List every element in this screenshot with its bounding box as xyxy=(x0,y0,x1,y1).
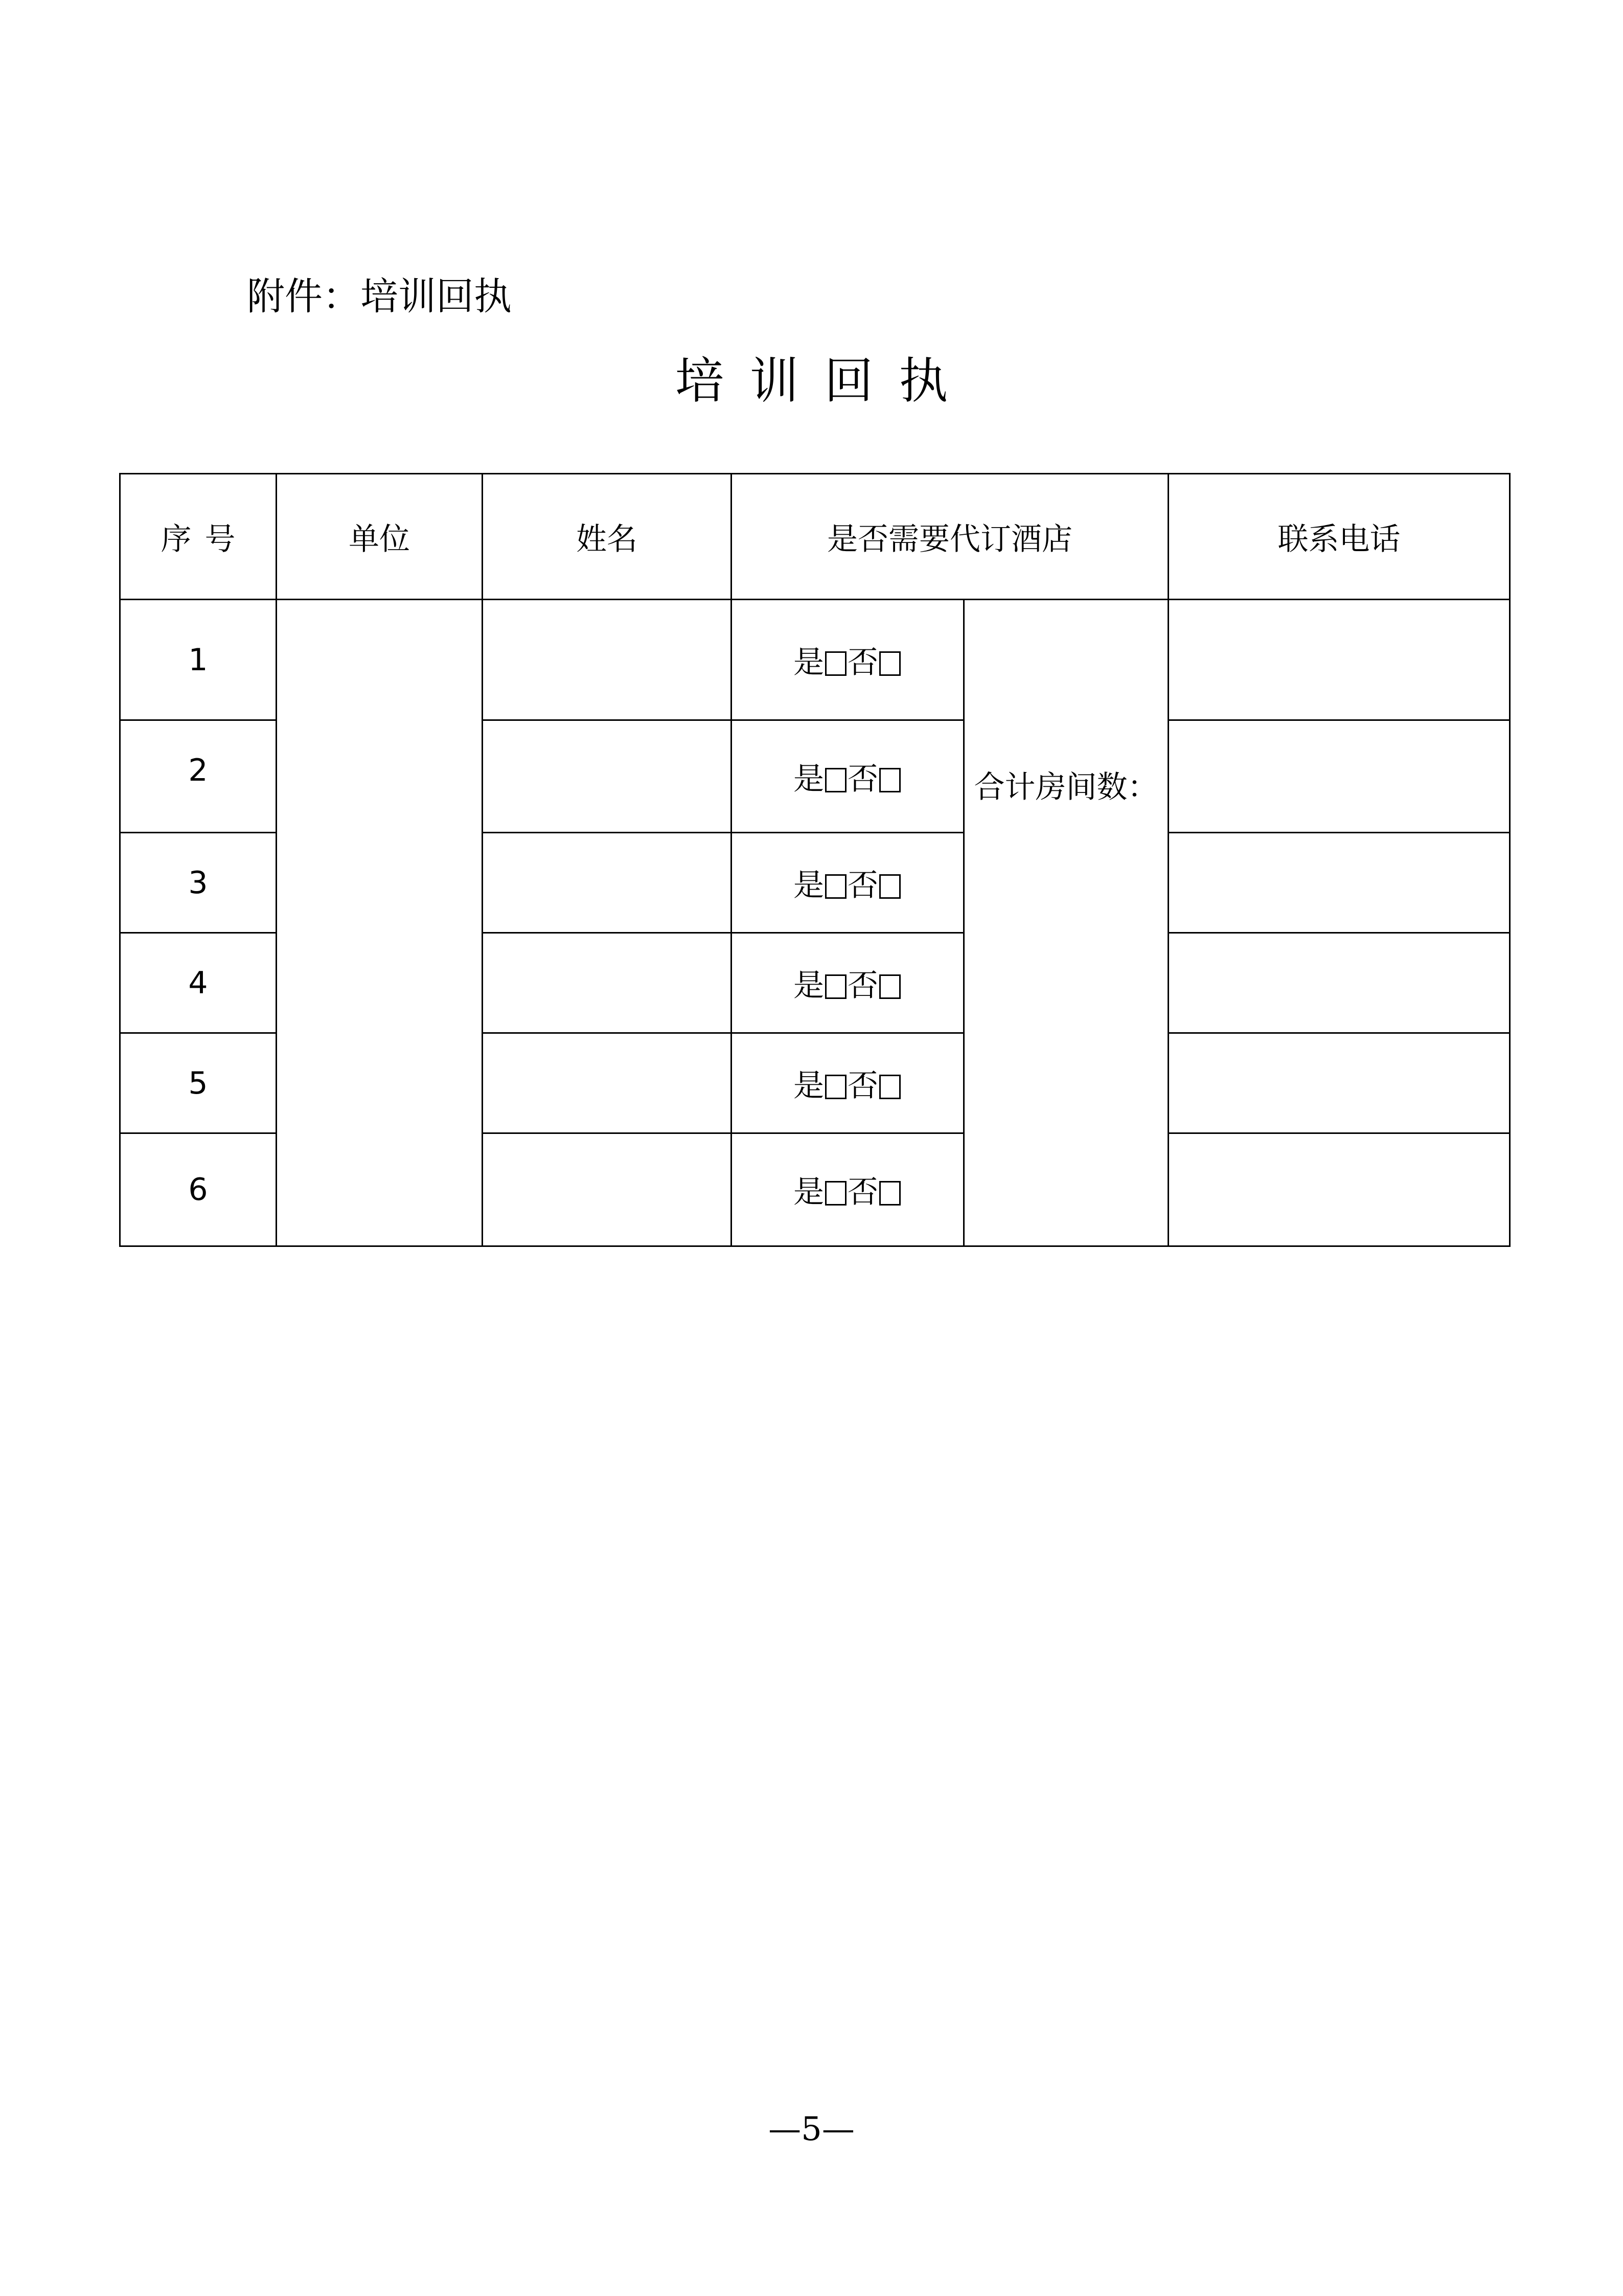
seq-cell: 6 xyxy=(120,1133,277,1246)
name-cell[interactable] xyxy=(483,1133,732,1246)
no-label: 否 xyxy=(848,644,878,680)
no-checkbox[interactable] xyxy=(879,651,901,676)
page-number: —5— xyxy=(768,2110,855,2148)
yes-checkbox[interactable] xyxy=(825,1075,847,1099)
total-rooms-cell: 合计房间数： xyxy=(964,600,1169,1246)
yes-checkbox[interactable] xyxy=(825,651,847,676)
table-header-row xyxy=(120,474,1510,600)
no-checkbox[interactable] xyxy=(879,974,901,999)
header-hotel: 是否需要代订酒店 xyxy=(732,474,1169,600)
header-phone: 联系电话 xyxy=(1169,474,1510,600)
seq-cell: 2 xyxy=(120,720,277,833)
yes-label: 是 xyxy=(793,1067,824,1104)
receipt-table xyxy=(119,473,1511,1247)
yes-label: 是 xyxy=(793,867,824,903)
no-label: 否 xyxy=(848,1174,878,1210)
hotel-choice-cell xyxy=(732,1133,964,1246)
phone-cell[interactable] xyxy=(1169,833,1510,933)
name-cell[interactable] xyxy=(483,720,732,833)
header-name: 姓名 xyxy=(483,474,732,600)
hotel-choice-cell xyxy=(732,600,964,720)
attachment-label: 附件：培训回执 xyxy=(247,275,512,319)
name-cell[interactable] xyxy=(483,933,732,1033)
name-cell[interactable] xyxy=(483,833,732,933)
yes-label: 是 xyxy=(793,1174,824,1210)
yes-checkbox[interactable] xyxy=(825,974,847,999)
phone-cell[interactable] xyxy=(1169,600,1510,720)
yes-checkbox[interactable] xyxy=(825,1181,847,1206)
hotel-choice-cell xyxy=(732,1033,964,1133)
unit-cell[interactable] xyxy=(277,600,483,1246)
no-label: 否 xyxy=(848,867,878,903)
no-checkbox[interactable] xyxy=(879,1075,901,1099)
yes-label: 是 xyxy=(793,967,824,1004)
form-title: 培训回执 xyxy=(675,352,974,410)
yes-checkbox[interactable] xyxy=(825,768,847,792)
no-checkbox[interactable] xyxy=(879,768,901,792)
yes-label: 是 xyxy=(793,644,824,680)
phone-cell[interactable] xyxy=(1169,933,1510,1033)
phone-cell[interactable] xyxy=(1169,720,1510,833)
no-checkbox[interactable] xyxy=(879,874,901,899)
phone-cell[interactable] xyxy=(1169,1133,1510,1246)
hotel-choice-cell xyxy=(732,833,964,933)
seq-cell: 1 xyxy=(120,600,277,720)
no-label: 否 xyxy=(848,967,878,1004)
yes-label: 是 xyxy=(793,761,824,797)
header-seq: 序号 xyxy=(120,474,277,600)
hotel-choice-cell xyxy=(732,933,964,1033)
phone-cell[interactable] xyxy=(1169,1033,1510,1133)
name-cell[interactable] xyxy=(483,600,732,720)
hotel-choice-cell xyxy=(732,720,964,833)
name-cell[interactable] xyxy=(483,1033,732,1133)
seq-cell: 5 xyxy=(120,1033,277,1133)
seq-cell: 3 xyxy=(120,833,277,933)
yes-checkbox[interactable] xyxy=(825,874,847,899)
no-label: 否 xyxy=(848,761,878,797)
header-unit: 单位 xyxy=(277,474,483,600)
no-label: 否 xyxy=(848,1067,878,1104)
no-checkbox[interactable] xyxy=(879,1181,901,1206)
seq-cell: 4 xyxy=(120,933,277,1033)
table-row xyxy=(120,600,1510,720)
